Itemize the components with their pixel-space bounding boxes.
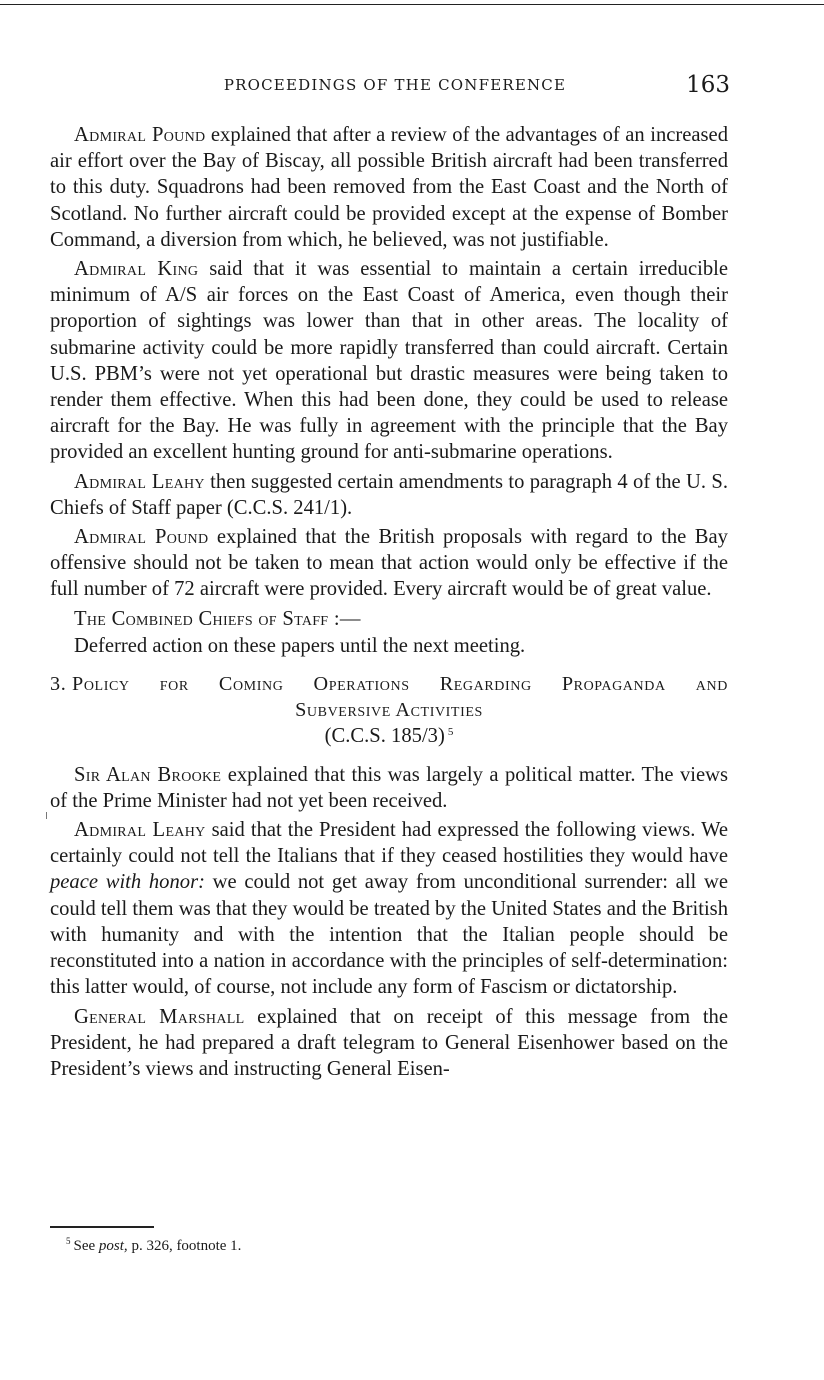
running-title: PROCEEDINGS OF THE CONFERENCE xyxy=(223,76,567,94)
speaker-name: Admiral Pound xyxy=(74,124,206,146)
agenda-word: Regarding xyxy=(439,673,532,696)
speaker-name: Admiral Pound xyxy=(74,526,209,549)
page-header xyxy=(50,72,740,102)
page-number: 163 xyxy=(686,72,730,98)
agenda-number: 3. xyxy=(50,673,67,696)
top-border-line xyxy=(0,4,824,5)
paragraph-leahy-1 xyxy=(50,469,728,521)
agenda-word: and xyxy=(695,673,728,696)
speaker-name: Admiral King xyxy=(74,258,199,281)
agenda-word: Operations xyxy=(313,673,410,696)
footnote-divider xyxy=(50,1226,154,1228)
paragraph-marshall xyxy=(50,1004,728,1083)
combined-chiefs-action xyxy=(50,633,728,659)
agenda-number-and-word xyxy=(50,671,130,697)
paragraph-king xyxy=(50,256,728,466)
ccs-heading-text: The Combined Chiefs of Staff :— xyxy=(74,607,361,630)
page-body xyxy=(50,122,728,1085)
paragraph-text: we could not get away from unconditional surrender: all we could tell them was that they would be treated by the United States and the British with humanity and with the intention that the Italian people should be reconstituted into a nation in accordance with the principles of self-determination: this latter would, of course, not include any form of Fascism or dictatorship. xyxy=(50,871,728,999)
margin-mark xyxy=(46,812,47,819)
speaker-name: Sir Alan Brooke xyxy=(74,763,222,786)
agenda-title-line-1 xyxy=(50,671,728,697)
paragraph-pound-2 xyxy=(50,524,728,603)
footnote xyxy=(66,1238,241,1255)
combined-chiefs-heading xyxy=(50,606,728,632)
footnote-reference[interactable]: 5 xyxy=(447,725,454,738)
paragraph-brooke xyxy=(50,762,728,814)
speaker-name: Admiral Leahy xyxy=(74,819,206,842)
speaker-name: Admiral Leahy xyxy=(74,470,205,493)
speaker-name: General Marshall xyxy=(74,1005,245,1028)
agenda-word: Propaganda xyxy=(561,673,666,696)
paragraph-text: said that the President had expressed the following views. We certainly could not tell the Italians that if they ceased hostilities they would have xyxy=(50,819,728,868)
paragraph-text: explained that on receipt of this message from the President, he had prepared a draft telegram to General Eisenhower based on the President’s views and instructing General Eisen- xyxy=(50,1005,728,1080)
agenda-word: Policy xyxy=(72,673,130,696)
footnote-text: p. 326, footnote 1. xyxy=(131,1238,242,1254)
paragraph-text: then suggested certain amendments to paragraph 4 of the U. S. Chiefs of Staff paper (C.C.S. 241/1). xyxy=(50,470,729,519)
paragraph-text: explained that after a review of the advantages of an increased air effort over the Bay of Biscay, all possible British aircraft had been transferred to this duty. Squadrons had been removed from the East Coast and the North of Scotland. No further aircraft could be provided except at the expense of Bomber Command, a diversion from which, he believed, was not justifiable. xyxy=(50,124,728,251)
agenda-word: Coming xyxy=(218,673,284,696)
footnote-italic: post, xyxy=(98,1238,128,1254)
ccs-action-text: Deferred action on these papers until the next meeting. xyxy=(74,634,526,657)
paragraph-leahy-2 xyxy=(50,817,728,1000)
agenda-word: for xyxy=(159,673,189,696)
footnote-prefix: See xyxy=(73,1238,96,1254)
paper-reference-text: (C.C.S. 185/3) xyxy=(324,725,445,748)
paragraph-pound-1 xyxy=(50,122,728,253)
paragraph-text: explained that the British proposals with regard to the Bay offensive should not be taken to mean that action would only be effective if the full number of 72 aircraft were provided. Every aircraft would be of great value. xyxy=(50,526,728,601)
italic-phrase: peace with honor: xyxy=(50,871,205,894)
footnote-marker: 5 xyxy=(66,1236,71,1246)
paragraph-text: explained that this was largely a political matter. The views of the Prime Minister had not yet been received. xyxy=(50,763,729,812)
agenda-paper-reference xyxy=(50,723,728,749)
paragraph-text: said that it was essential to maintain a certain irreducible minimum of A/S air forces on the East Coast of America, even though their proportion of sightings was lower than that in other areas. The locality of submarine activity could be more rapidly transferred than could aircraft. Certain U.S. PBM’s were not yet operational but drastic measures were being taken to render them effective. When this had been done, they could be used to release aircraft for the Bay. He was fully in agreement with the principle that the Bay provided an excellent hunting ground for anti-submarine operations. xyxy=(50,258,728,464)
agenda-title-line-2: Subversive Activities xyxy=(295,699,483,722)
agenda-item-heading xyxy=(50,671,728,750)
